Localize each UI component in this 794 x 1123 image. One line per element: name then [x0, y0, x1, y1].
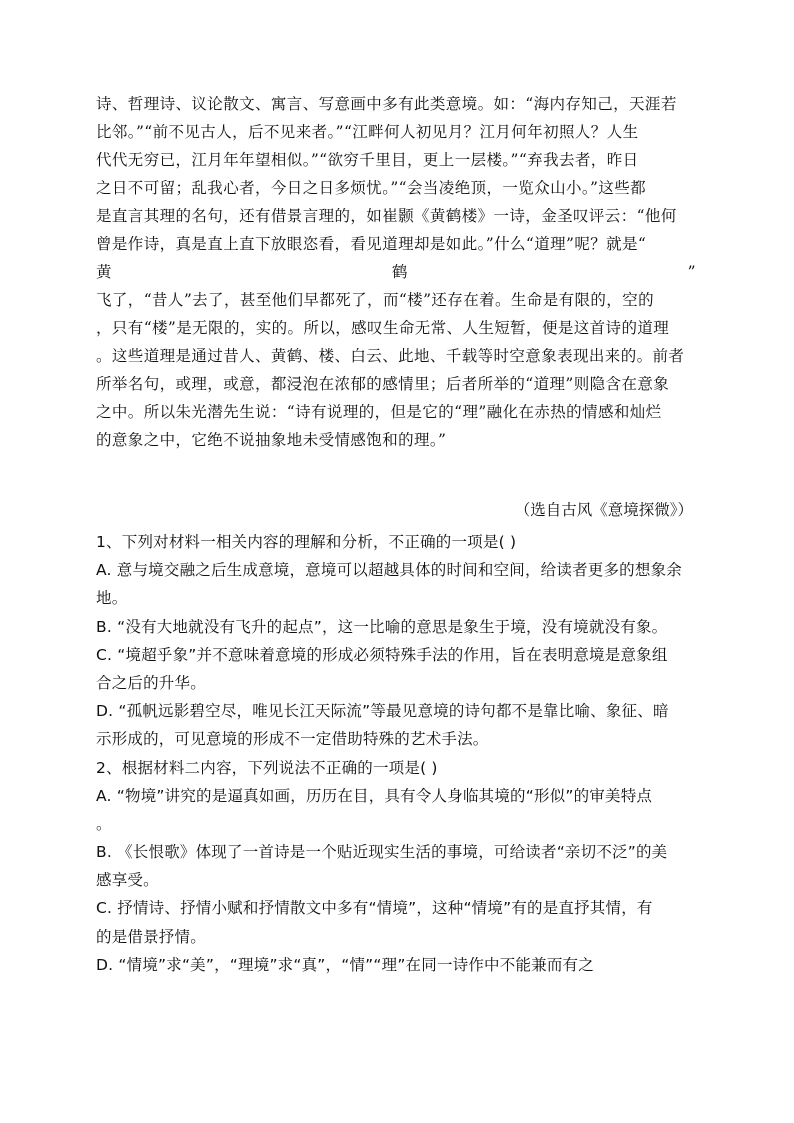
passage-line: 所举名句，或理，或意，都浸泡在浓郁的感情里；后者所举的“道理”则隐含在意象: [96, 375, 670, 393]
option-line: A. 意与境交融之后生成意境，意境可以超越具体的时间和空间，给读者更多的想象余: [96, 561, 682, 580]
passage-spread-line: [96, 258, 696, 286]
option-line: 地。: [96, 589, 128, 608]
option-line: 感享受。: [96, 871, 159, 890]
passage-line: 是直言其理的名句，还有借景言理的，如崔颢《黄鹤楼》一诗，金圣叹评云：“他何: [96, 207, 677, 225]
option-line: 合之后的升华。: [96, 673, 206, 692]
option-line: C. 抒情诗、抒情小赋和抒情散文中多有“情境”，这种“情境”有的是直抒其情，有: [96, 899, 653, 918]
option-line: B. 《长恨歌》体现了一首诗是一个贴近现实生活的事境，可给读者“亲切不泛”的美: [96, 843, 668, 862]
question-stem: 1、下列对材料一相关内容的理解和分析，不正确的一项是( ): [96, 533, 517, 551]
option-line: 的是借景抒情。: [96, 927, 206, 946]
option-line: B. “没有大地就没有飞升的起点”，这一比喻的意思是象生于境，没有境就没有象。: [96, 617, 668, 636]
option-line: C. “境超乎象”并不意味着意境的形成必须特殊手法的作用，旨在表明意境是意象组: [96, 645, 668, 664]
passage-line: 之日不可留；乱我心者，今日之日多烦忧。”“会当凌绝顶，一览众山小。”这些都: [96, 179, 647, 197]
passage-line: 飞了，“昔人”去了，甚至他们早都死了，而“楼”还存在着。生命是有限的，空的: [96, 291, 654, 309]
passage-spread-char: ”: [687, 263, 696, 281]
passage-spread-char: 鹤: [391, 263, 408, 281]
passage-line: 比邻。”“前不见古人，后不见来者。”“江畔何人初见月？江月何年初照人？人生: [96, 123, 639, 141]
passage-line: ，只有“楼”是无限的，实的。所以，感叹生命无常、人生短暂，便是这首诗的道理: [96, 319, 670, 337]
passage-line: 诗、哲理诗、议论散文、寓言、写意画中多有此类意境。如：“海内存知己，天涯若: [96, 95, 677, 113]
option-line: 示形成的，可见意境的形成不一定借助特殊的艺术手法。: [96, 730, 489, 749]
passage-line: 的意象之中，它绝不说抽象地未受情感饱和的理。”: [96, 431, 447, 449]
passage-line: 。这些道理是通过昔人、黄鹤、楼、白云、此地、千载等时空意象表现出来的。前者: [96, 347, 685, 365]
option-line: 。: [96, 814, 112, 833]
option-line: D. “孤帆远影碧空尽，唯见长江天际流”等最见意境的诗句都不是靠比喻、象征、暗: [96, 702, 669, 721]
option-line: A. “物境”讲究的是逼真如画，历历在目，具有令人身临其境的“形似”的审美特点: [96, 786, 653, 805]
passage-spread-char: 黄: [96, 263, 112, 281]
passage-line: 之中。所以朱光潜先生说：“诗有说理的，但是它的“理”融化在赤热的情感和灿烂: [96, 403, 662, 421]
passage-text: [96, 90, 696, 454]
option-line: D. “情境”求“美”，“理境”求“真”，“情”“理”在同一诗作中不能兼而有之: [96, 955, 594, 974]
passage-source: （选自古风《意境探微》）: [514, 501, 693, 519]
questions-block: [96, 528, 700, 979]
passage-line: 曾是作诗，真是直上直下放眼恣看，看见道理却是如此。”什么“道理”呢？就是“: [96, 235, 647, 253]
question-stem: 2、根据材料二内容，下列说法不正确的一项是( ): [96, 758, 438, 777]
passage-line: 代代无穷已，江月年年望相似。”“欲穷千里目，更上一层楼。”“弃我去者，昨日: [96, 151, 639, 169]
